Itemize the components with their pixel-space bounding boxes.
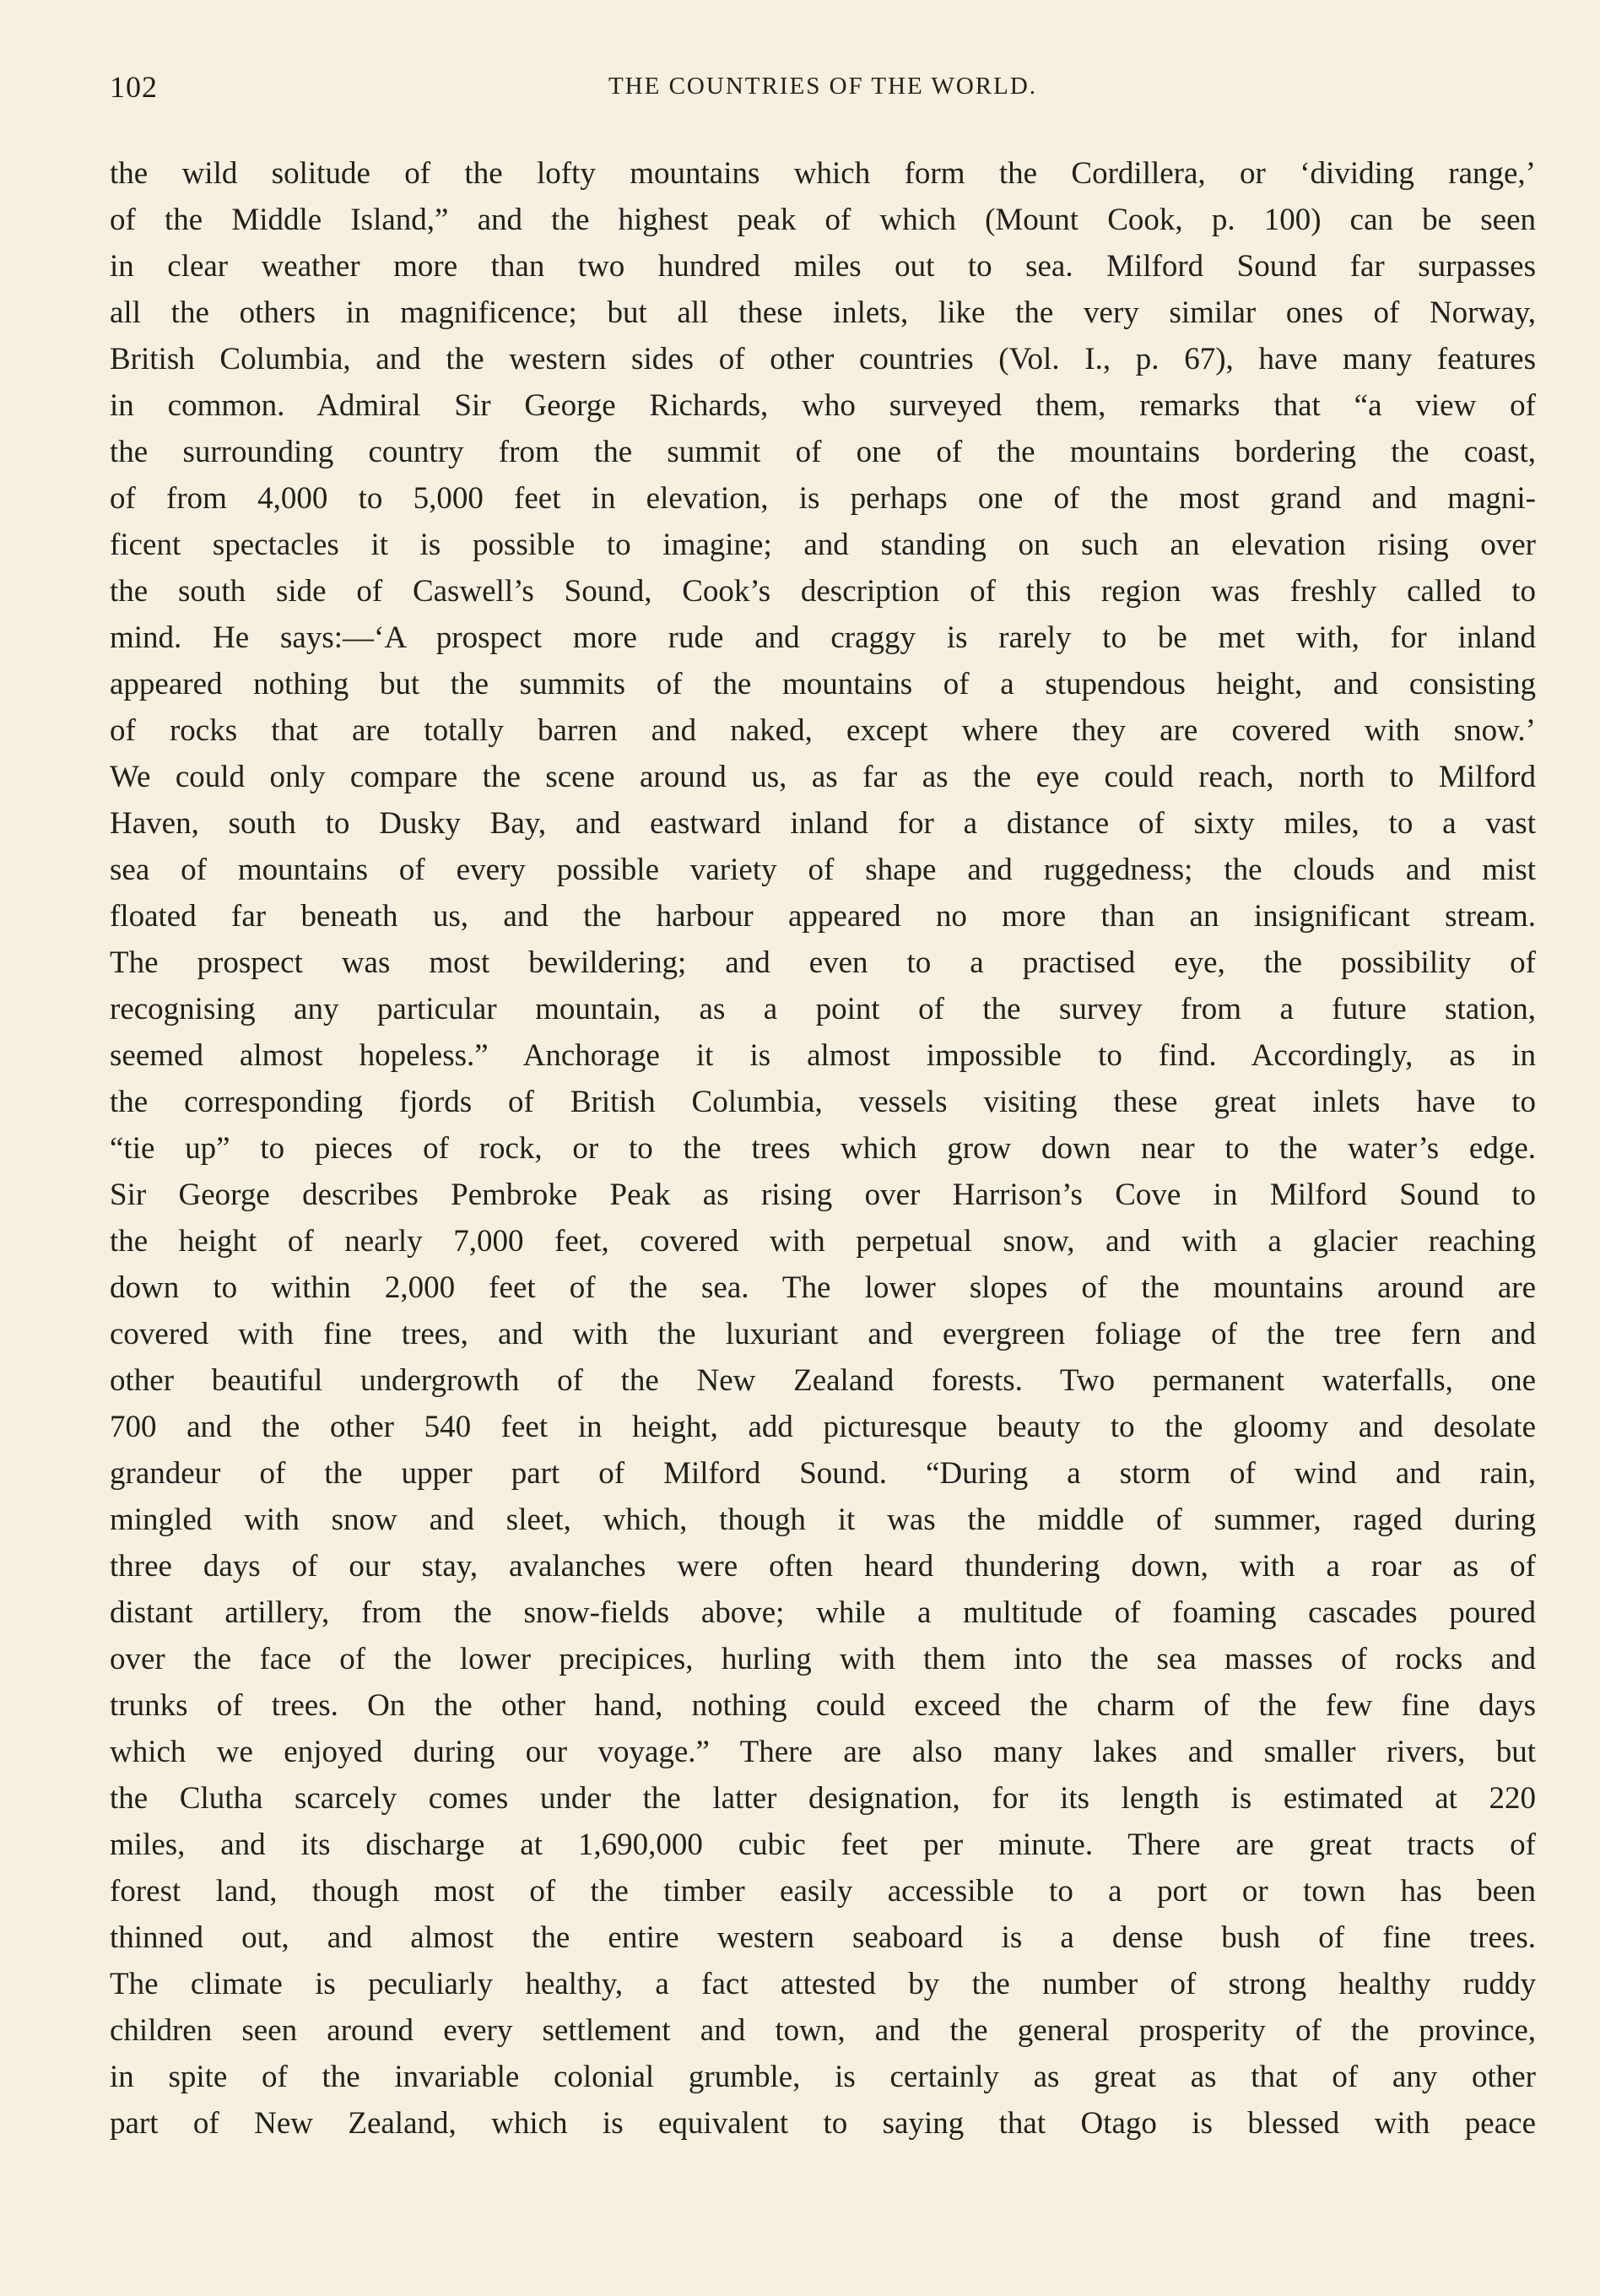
text-line: thinned out, and almost the entire western seaboard is a dense bush of fine trees.	[110, 1920, 1536, 1955]
text-line: trunks of trees. On the other hand, nothing could exceed the charm of the few fine days	[110, 1688, 1536, 1723]
text-line: Haven, south to Dusky Bay, and eastward inland for a distance of sixty miles, to a vast	[110, 806, 1536, 841]
text-line: mingled with snow and sleet, which, though it was the middle of summer, raged during	[110, 1503, 1536, 1537]
text-line: of the Middle Island,” and the highest peak of which (Mount Cook, p. 100) can be seen	[110, 203, 1536, 237]
text-line: part of New Zealand, which is equivalent to saying that Otago is blessed with peace	[110, 2106, 1536, 2141]
text-line: floated far beneath us, and the harbour appeared no more than an insignificant stream.	[110, 899, 1536, 934]
text-line: mind. He says:—‘A prospect more rude and craggy is rarely to be met with, for inland	[110, 620, 1536, 655]
text-line: distant artillery, from the snow-fields above; while a multitude of foaming cascades poured	[110, 1595, 1536, 1630]
text-line: The climate is peculiarly healthy, a fact attested by the number of strong healthy ruddy	[110, 1967, 1536, 2001]
text-line: forest land, though most of the timber easily accessible to a port or town has been	[110, 1874, 1536, 1909]
text-line: in clear weather more than two hundred miles out to sea. Milford Sound far surpasses	[110, 249, 1536, 284]
text-line: the south side of Caswell’s Sound, Cook’s description of this region was freshly called to	[110, 574, 1536, 609]
text-line: in spite of the invariable colonial grumble, is certainly as great as that of any other	[110, 2060, 1536, 2094]
text-line: over the face of the lower precipices, hurling with them into the sea masses of rocks and	[110, 1642, 1536, 1676]
text-line: 700 and the other 540 feet in height, add picturesque beauty to the gloomy and desolate	[110, 1410, 1536, 1444]
text-line: the Clutha scarcely comes under the latter designation, for its length is estimated at 220	[110, 1781, 1536, 1816]
text-line: the height of nearly 7,000 feet, covered with perpetual snow, and with a glacier reaching	[110, 1224, 1536, 1259]
text-line: of rocks that are totally barren and naked, except where they are covered with snow.’	[110, 713, 1536, 748]
text-line: the wild solitude of the lofty mountains which form the Cordillera, or ‘dividing range,’	[110, 156, 1536, 191]
text-line: ficent spectacles it is possible to imagine; and standing on such an elevation rising over	[110, 528, 1536, 562]
text-line: appeared nothing but the summits of the mountains of a stupendous height, and consisting	[110, 667, 1536, 701]
text-line: in common. Admiral Sir George Richards, who surveyed them, remarks that “a view of	[110, 388, 1536, 423]
text-line: which we enjoyed during our voyage.” There are also many lakes and smaller rivers, but	[110, 1735, 1536, 1769]
text-line: “tie up” to pieces of rock, or to the trees which grow down near to the water’s edge.	[110, 1131, 1536, 1166]
text-line: grandeur of the upper part of Milford Sound. “During a storm of wind and rain,	[110, 1456, 1536, 1491]
text-line: all the others in magnificence; but all these inlets, like the very similar ones of Norway,	[110, 295, 1536, 330]
page-number: 102	[110, 70, 158, 104]
running-title: THE COUNTRIES OF THE WORLD.	[608, 73, 1038, 100]
text-line: the surrounding country from the summit of one of the mountains bordering the coast,	[110, 435, 1536, 469]
text-line: British Columbia, and the western sides of other countries (Vol. I., p. 67), have many features	[110, 342, 1536, 376]
text-line: three days of our stay, avalanches were often heard thundering down, with a roar as of	[110, 1549, 1536, 1584]
running-head	[110, 69, 1536, 111]
text-line: covered with fine trees, and with the luxuriant and evergreen foliage of the tree fern and	[110, 1317, 1536, 1351]
text-line: other beautiful undergrowth of the New Zealand forests. Two permanent waterfalls, one	[110, 1363, 1536, 1398]
text-line: miles, and its discharge at 1,690,000 cubic feet per minute. There are great tracts of	[110, 1828, 1536, 1862]
text-line: children seen around every settlement and town, and the general prosperity of the province,	[110, 2013, 1536, 2048]
text-line: of from 4,000 to 5,000 feet in elevation, is perhaps one of the most grand and magni-	[110, 481, 1536, 516]
text-line: down to within 2,000 feet of the sea. The lower slopes of the mountains around are	[110, 1270, 1536, 1305]
text-line: the corresponding fjords of British Columbia, vessels visiting these great inlets have to	[110, 1085, 1536, 1119]
text-line: seemed almost hopeless.” Anchorage it is almost impossible to find. Accordingly, as in	[110, 1038, 1536, 1073]
text-line: recognising any particular mountain, as a point of the survey from a future station,	[110, 992, 1536, 1026]
text-line: We could only compare the scene around us, as far as the eye could reach, north to Milford	[110, 760, 1536, 794]
text-line: sea of mountains of every possible variety of shape and ruggedness; the clouds and mist	[110, 853, 1536, 887]
body-text	[110, 150, 1536, 2147]
text-line: The prospect was most bewildering; and even to a practised eye, the possibility of	[110, 945, 1536, 980]
text-line: Sir George describes Pembroke Peak as rising over Harrison’s Cove in Milford Sound to	[110, 1178, 1536, 1212]
